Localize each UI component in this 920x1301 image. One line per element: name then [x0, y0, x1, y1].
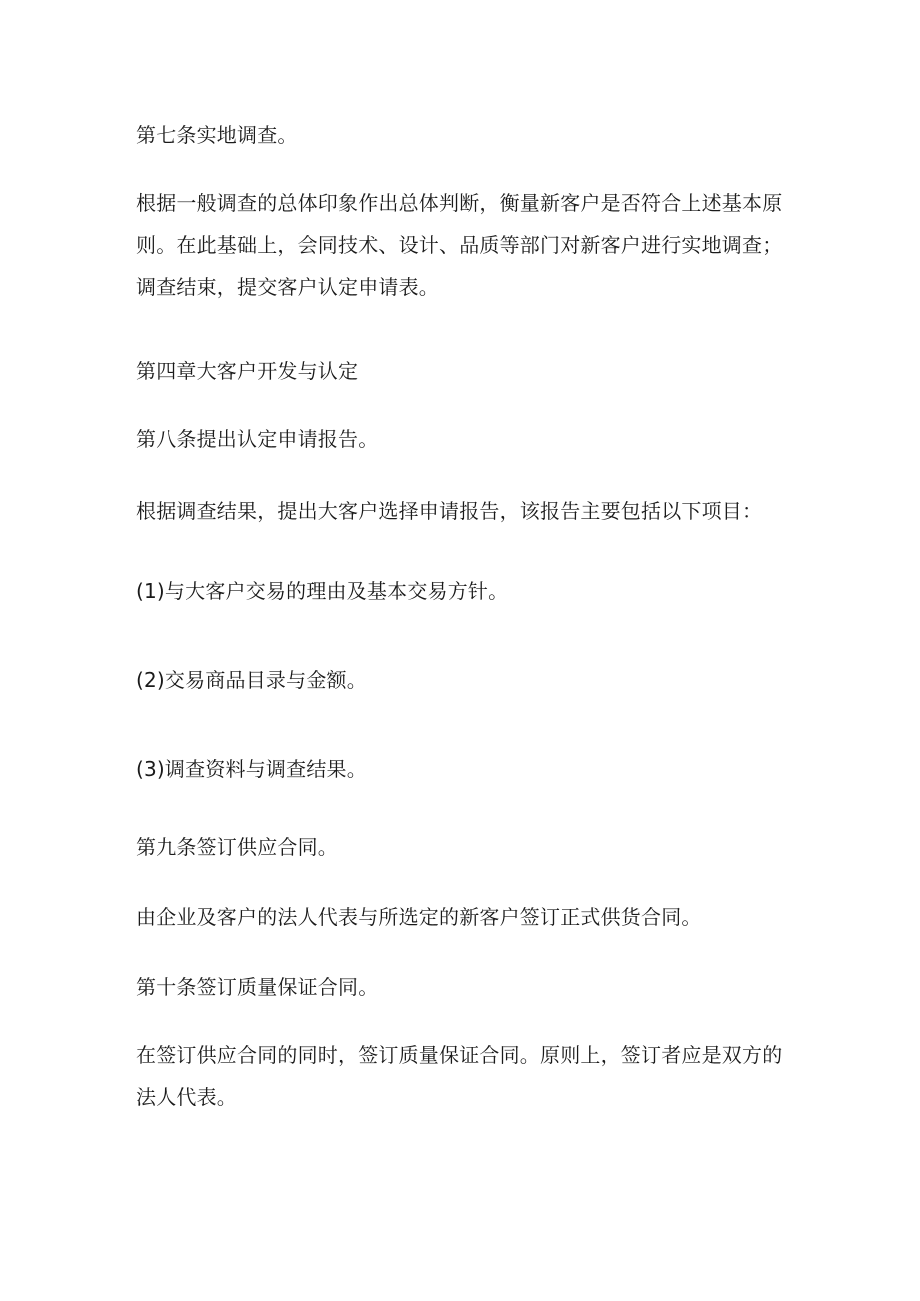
article-7-heading: 第七条实地调查。: [136, 123, 298, 147]
article-10-heading: 第十条签订质量保证合同。: [136, 975, 379, 999]
article-9-body: 由企业及客户的法人代表与所选定的新客户签订正式供货合同。: [136, 905, 702, 929]
article-9-heading: 第九条签订供应合同。: [136, 835, 338, 859]
article-8-item-1: (1)与大客户交易的理由及基本交易方针。: [136, 579, 509, 603]
article-8-item-2: (2)交易商品目录与金额。: [136, 668, 367, 692]
article-7-body: 根据一般调查的总体印象作出总体判断，衡量新客户是否符合上述基本原则。在此基础上，会同技术、设计、品质等部门对新客户进行实地调查；调查结束，提交客户认定申请表。: [136, 191, 783, 299]
article-8-item-3: (3)调查资料与调查结果。: [136, 757, 367, 781]
article-10-body: 在签订供应合同的同时，签订质量保证合同。原则上，签订者应是双方的法人代表。: [136, 1043, 783, 1109]
article-8-body: 根据调查结果，提出大客户选择申请报告，该报告主要包括以下项目：: [136, 499, 763, 523]
chapter-4-heading: 第四章大客户开发与认定: [136, 359, 359, 383]
article-8-heading: 第八条提出认定申请报告。: [136, 427, 379, 451]
